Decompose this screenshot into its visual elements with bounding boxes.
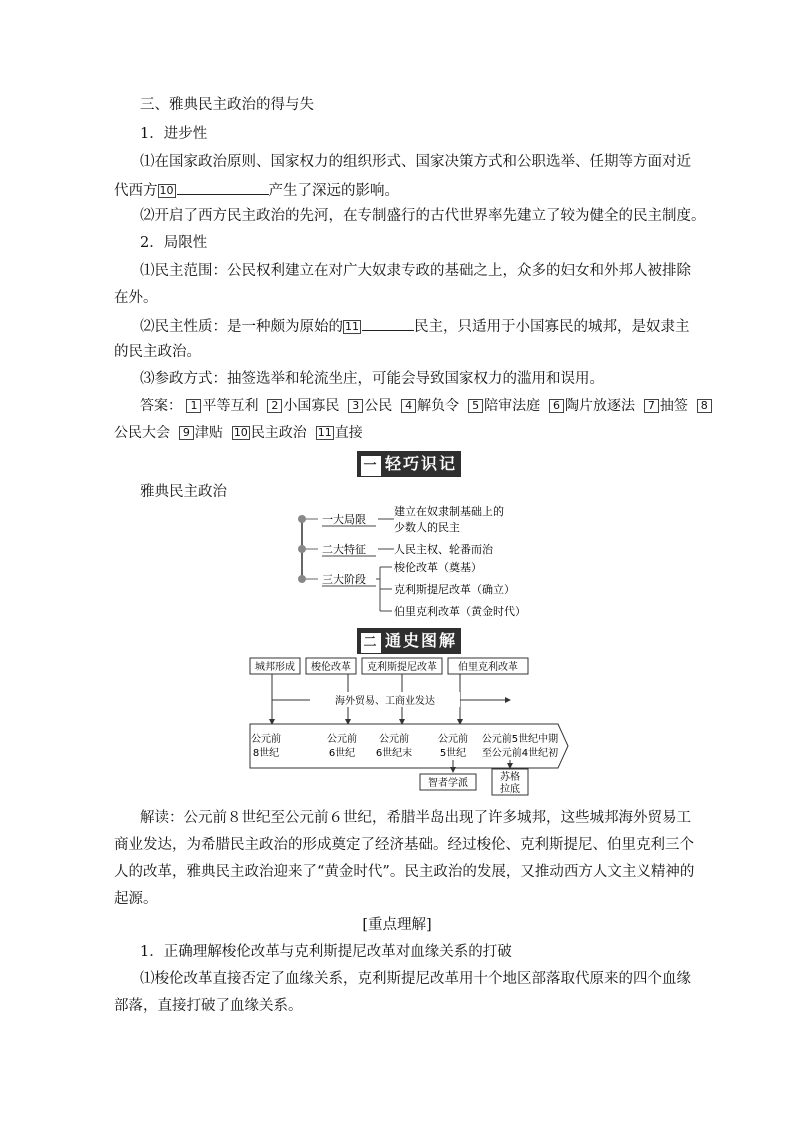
answer-number: 10 — [233, 426, 248, 439]
timeline-period-4-l1: 公元前 — [438, 734, 468, 745]
answer-number: 1 — [186, 399, 201, 413]
progress-p1-line1: ⑴在国家政治原则、国家权力的组织形式、国家决策方式和公职选举、任期等方面对近 — [140, 154, 691, 170]
text-segment: ⑵民主性质：是一种颇为原始的 — [140, 319, 343, 335]
key-point-1-p1-line1: ⑴梭伦改革直接否定了血缘关系，克利斯提尼改革用十个地区部落取代原来的四个血缘 — [140, 971, 691, 987]
answer-item — [468, 398, 540, 414]
text-segment: 民主，只适用于小国寡民的城邦，是奴隶主 — [414, 319, 690, 335]
timeline-top-box-1: 城邦形成 — [255, 662, 295, 673]
blank-number-11: 11 — [345, 320, 359, 333]
answer-number: 7 — [644, 399, 659, 413]
key-point-1: 1．正确理解梭伦改革与克利斯提尼改革对血缘关系的打破 — [140, 944, 512, 960]
timeline-period-1-l1: 公元前 — [251, 734, 281, 745]
banner-number-icon: 一 — [361, 456, 381, 476]
answers-label: 答案： — [140, 398, 182, 414]
section-banner-memory — [357, 451, 461, 477]
timeline-bottom-box-2-l2: 拉底 — [500, 784, 520, 795]
answer-item — [644, 398, 688, 414]
text-segment: 代西方 — [114, 183, 158, 199]
answer-number: 6 — [549, 399, 564, 413]
timeline-bottom-box-2-l1: 苏格 — [500, 772, 520, 783]
banner-label: 轻巧识记 — [384, 454, 457, 473]
answer-item — [348, 398, 392, 414]
answer-number: 9 — [179, 426, 194, 440]
reading-line1: 解读：公元前８世纪至公元前６世纪，希腊半岛出现了许多城邦，这些城邦海外贸易工 — [140, 810, 691, 826]
mindmap-branch-1-detail-2: 少数人的民主 — [394, 521, 460, 534]
reading-line3: 人的改革，雅典民主政治迎来了“黄金时代”。民主政治的发展，又推动西方人文主义精神的 — [114, 864, 695, 880]
mindmap-branch-2-detail: 人民主权、轮番而治 — [394, 543, 493, 556]
timeline-top-box-4: 伯里克利改革 — [458, 662, 518, 673]
mindmap-diagram — [296, 505, 526, 625]
answer-number: 3 — [348, 399, 363, 413]
timeline-period-2-l1: 公元前 — [327, 734, 357, 745]
mindmap-branch-3: 三大阶段 — [322, 573, 366, 586]
timeline-top-box-3: 克利斯提尼改革 — [367, 662, 437, 673]
answer-text: 公民 — [364, 398, 393, 414]
key-title: [重点理解] — [362, 917, 432, 933]
answer-number: 5 — [468, 399, 483, 413]
section-title: 三、雅典民主政治的得与失 — [140, 97, 314, 113]
fill-blank-11[interactable] — [362, 315, 414, 331]
answers-line1 — [140, 396, 713, 416]
timeline-top-box-2: 梭伦改革 — [311, 662, 351, 673]
reading-line4: 起源。 — [114, 891, 158, 907]
banner-label: 通史图解 — [384, 631, 457, 650]
limits-p1-line2: 在外。 — [114, 290, 158, 306]
answer-item — [179, 425, 223, 441]
mindmap-stage-1: 梭伦改革（奠基） — [394, 561, 482, 574]
progress-p1-line2 — [114, 179, 399, 201]
timeline-period-1-l2: 8世纪 — [252, 748, 280, 759]
answer-number: 2 — [267, 399, 282, 413]
text-segment: 产生了深远的影响。 — [268, 183, 399, 199]
timeline-diagram — [248, 656, 573, 796]
limits-p1-line1: ⑴民主范围：公民权利建立在对广大奴隶专政的基础之上，众多的妇女和外邦人被排除 — [140, 263, 691, 279]
answer-item — [401, 398, 459, 414]
answers-line2 — [114, 423, 363, 443]
limits-p2-line1 — [140, 315, 690, 337]
answer-text: 公民大会 — [114, 425, 170, 441]
limits-heading: 2．局限性 — [140, 235, 208, 251]
answer-text: 平等互利 — [202, 398, 259, 414]
timeline-trade-label: 海外贸易、工商业发达 — [335, 696, 435, 707]
mindmap-title: 雅典民主政治 — [140, 484, 227, 500]
answer-item — [549, 398, 635, 414]
mindmap-stage-2: 克利斯提尼改革（确立） — [394, 583, 515, 596]
answer-item — [232, 425, 307, 441]
timeline-period-3-l2: 6世纪末 — [375, 748, 413, 759]
limits-p2-line2: 的民主政治。 — [114, 344, 201, 360]
fill-blank-10[interactable] — [177, 179, 269, 195]
answer-item — [186, 398, 258, 414]
timeline-bottom-box-1: 智者学派 — [428, 778, 468, 789]
timeline-period-5-l1: 公元前5世纪中期 — [481, 734, 559, 745]
answer-item — [697, 398, 713, 414]
reading-line2: 商业发达，为希腊民主政治的形成奠定了经济基础。经过梭伦、克利斯提尼、伯里克利三个 — [114, 837, 694, 853]
answer-text: 解负令 — [417, 398, 460, 414]
mindmap-branch-1-detail-1: 建立在奴隶制基础上的 — [394, 505, 504, 518]
answer-item — [267, 398, 339, 414]
mindmap-branch-2: 二大特征 — [322, 543, 366, 556]
timeline-period-4-l2: 5世纪 — [439, 748, 467, 759]
answer-item — [316, 425, 363, 441]
progress-heading: 1．进步性 — [140, 126, 208, 142]
answer-text: 民主政治 — [250, 425, 307, 441]
mindmap-branch-1: 一大局限 — [322, 513, 366, 526]
answer-text: 津贴 — [194, 425, 223, 441]
section-banner-history — [357, 628, 461, 654]
answer-text: 抽签 — [659, 398, 688, 414]
timeline-period-2-l2: 6世纪 — [328, 748, 356, 759]
mindmap-stage-3: 伯里克利改革（黄金时代） — [394, 605, 526, 618]
key-point-1-p1-line2: 部落，直接打破了血缘关系。 — [114, 998, 303, 1014]
answer-number: 11 — [317, 426, 332, 439]
banner-number-icon: 二 — [361, 633, 381, 653]
answer-number: 4 — [401, 399, 416, 413]
progress-p2: ⑵开启了西方民主政治的先河，在专制盛行的古代世界率先建立了较为健全的民主制度。 — [140, 208, 706, 224]
answer-number: 8 — [697, 399, 712, 413]
answer-text: 直接 — [334, 425, 363, 441]
limits-p3: ⑶参政方式：抽签选举和轮流坐庄，可能会导致国家权力的滥用和误用。 — [140, 371, 604, 387]
timeline-period-3-l1: 公元前 — [379, 734, 409, 745]
answer-text: 陶片放逐法 — [564, 398, 635, 414]
answer-text: 小国寡民 — [283, 398, 340, 414]
answer-text: 陪审法庭 — [484, 398, 541, 414]
blank-number-10: 10 — [159, 184, 174, 197]
timeline-period-5-l2: 至公元前4世纪初 — [481, 748, 559, 759]
